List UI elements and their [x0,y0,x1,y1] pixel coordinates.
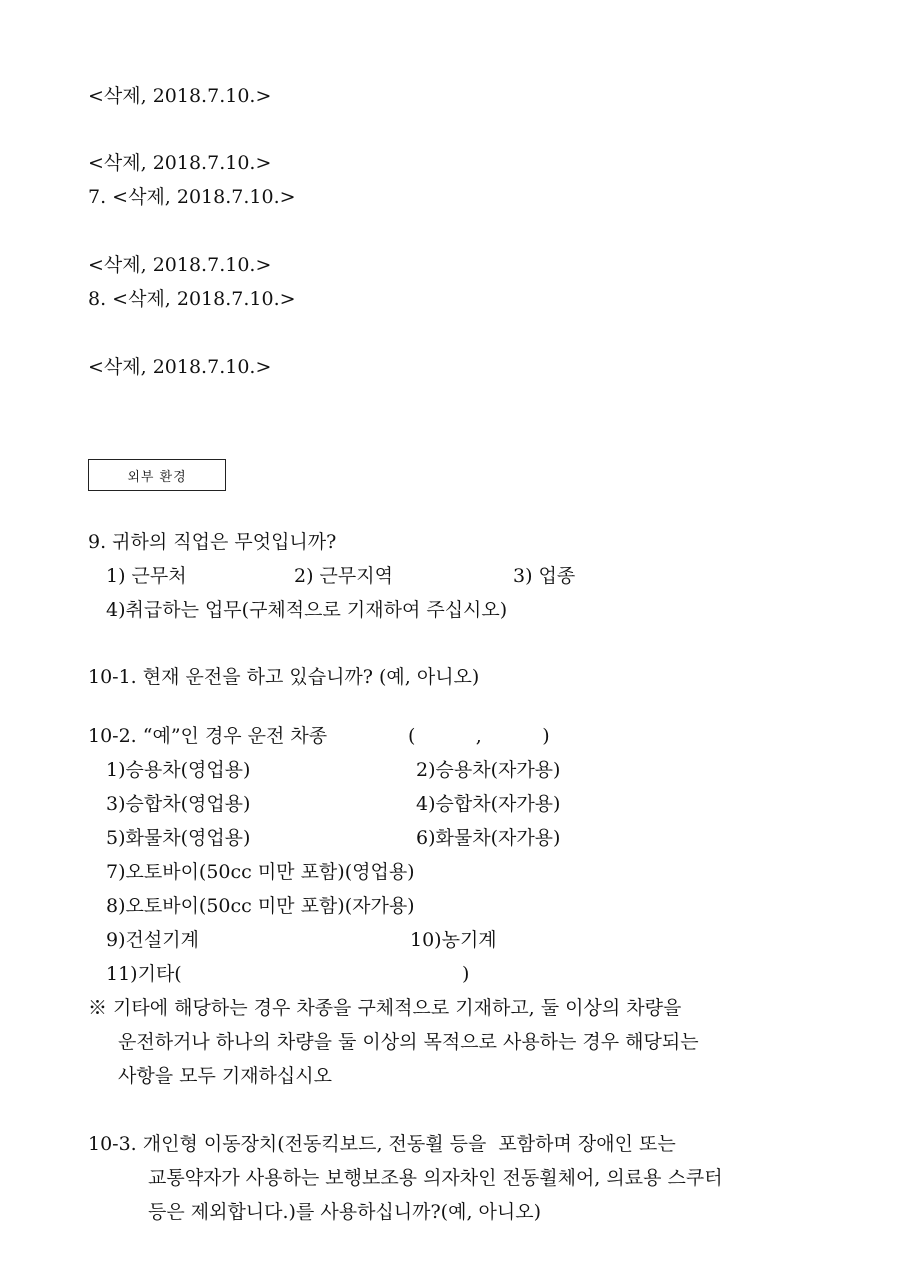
q10-2-option-7: 7)오토바이(50cc 미만 포함)(영업용) [106,861,415,883]
q10-2-option-4: 4)승합차(자가용) [416,793,561,815]
question-9: 9. 귀하의 직업은 무엇입니까? [88,531,337,553]
deleted-line-4: <삭제, 2018.7.10.> [88,356,272,378]
section-box-external-environment: 외부 환경 [88,459,226,491]
note-line-1: ※ 기타에 해당하는 경우 차종을 구체적으로 기재하고, 둘 이상의 차량을 [88,997,682,1019]
deleted-line-2: <삭제, 2018.7.10.> [88,152,272,174]
q10-2-option-11-close: ) [462,963,470,985]
q10-2-option-8: 8)오토바이(50cc 미만 포함)(자가용) [106,895,415,917]
deleted-line-1: <삭제, 2018.7.10.> [88,85,272,107]
q10-2-option-5: 5)화물차(영업용) [106,827,251,849]
q10-2-option-2: 2)승용차(자가용) [416,759,561,781]
q10-2-blank: ( , ) [408,725,550,747]
note-line-3: 사항을 모두 기재하십시오 [118,1065,332,1087]
question-10-3-line-1: 10-3. 개인형 이동장치(전동킥보드, 전동휠 등을 포함하며 장애인 또는 [88,1133,676,1155]
question-10-1: 10-1. 현재 운전을 하고 있습니까? (예, 아니오) [88,666,480,688]
q10-2-option-3: 3)승합차(영업용) [106,793,251,815]
deleted-line-3: <삭제, 2018.7.10.> [88,254,272,276]
question-10-3-line-3: 등은 제외합니다.)를 사용하십니까?(예, 아니오) [148,1201,541,1223]
question-10-3-line-2: 교통약자가 사용하는 보행보조용 의자차인 전동휠체어, 의료용 스쿠터 [148,1167,723,1189]
q10-2-option-6: 6)화물차(자가용) [416,827,561,849]
q10-2-option-10: 10)농기계 [410,929,497,951]
deleted-item-7: 7. <삭제, 2018.7.10.> [88,186,296,208]
note-line-2: 운전하거나 하나의 차량을 둘 이상의 목적으로 사용하는 경우 해당되는 [118,1031,699,1053]
q10-2-option-1: 1)승용차(영업용) [106,759,251,781]
q9-option-3: 3) 업종 [513,565,576,587]
q10-2-option-11: 11)기타( [106,963,182,985]
deleted-item-8: 8. <삭제, 2018.7.10.> [88,288,296,310]
q9-option-1: 1) 근무처 [106,565,187,587]
q9-option-2: 2) 근무지역 [294,565,393,587]
q9-option-4: 4)취급하는 업무(구체적으로 기재하여 주십시오) [106,599,508,621]
q10-2-option-9: 9)건설기계 [106,929,199,951]
question-10-2: 10-2. “예”인 경우 운전 차종 [88,725,328,747]
